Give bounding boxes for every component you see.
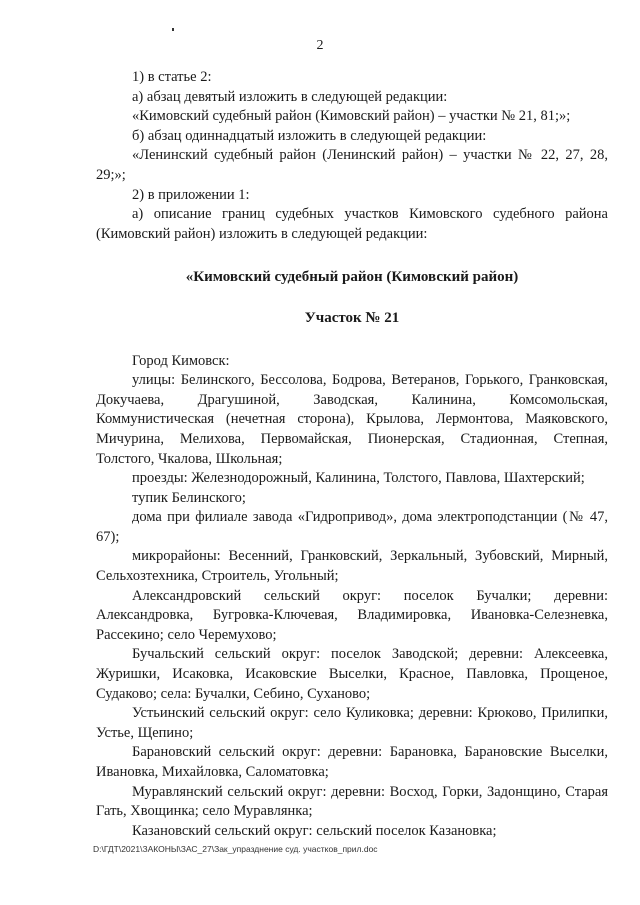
paragraph: Барановский сельский округ: деревни: Барановка, Барановские Выселки, Ивановка, Михайловка, Саломатовка; — [96, 744, 608, 780]
paragraph: микрорайоны: Весенний, Гранковский, Зеркальный, Зубовский, Мирный, Сельхозтехника, Строитель, Угольный; — [96, 548, 608, 585]
paragraph: «Ленинский судебный район (Ленинский район) – участки № 22, 27, 28, 29;»; — [96, 147, 608, 183]
paragraph: тупик Белинского; — [132, 489, 246, 506]
paragraph: Казановский сельский округ: сельский поселок Казановка; — [132, 822, 497, 839]
paragraph: улицы: Белинского, Бессолова, Бодрова, Ветеранов, Горького, Гранковская, Докучаева, Драгушиной, Заводская, Калинина, Комсомольская, Коммунистическая (нечетная сторона), Крылова, Лермонтова, Маяковского, Мичурина, Мелихова, Первомайская, Пионерская, Стадионная, Степная, Толстого, Чкалова, Школьная; — [96, 372, 608, 467]
page-number: 2 — [316, 38, 324, 53]
paragraph: б) абзац одиннадцатый изложить в следующей редакции: — [132, 127, 487, 144]
paragraph: «Кимовский судебный район (Кимовский район) – участки № 21, 81;»; — [132, 108, 571, 125]
paragraph: Муравлянский сельский округ: деревни: Восход, Горки, Задонщино, Старая Гать, Хвощинка; село Муравлянка; — [96, 783, 608, 820]
paragraph: проезды: Железнодорожный, Калинина, Толстого, Павлова, Шахтерский; — [132, 470, 585, 487]
paragraph: Устьинский сельский округ: село Куликовка; деревни: Крюково, Прилипки, Устье, Щепино; — [96, 705, 608, 741]
paragraph: 2) в приложении 1: — [132, 186, 250, 203]
paragraph: Город Кимовск: — [132, 352, 230, 369]
paragraph: а) описание границ судебных участков Кимовского судебного района (Кимовский район) изложить в следующей редакции: — [96, 206, 608, 242]
paragraph: Александровский сельский округ: поселок Бучалки; деревни: Александровка, Бугровка-Ключевая, Владимировка, Ивановка-Селезневка, Рассекино; село Черемухово; — [96, 587, 608, 643]
footer-file-path: D:\ГДТ\2021\ЗАКОНЫ\ЗАС_27\Зак_упразднение суд. участков_прил.doc — [93, 844, 378, 854]
paragraph: Бучальский сельский округ: поселок Заводской; деревни: Алексеевка, Журишки, Исаковка, Исаковские Выселки, Красное, Павловка, Прощеное, Судаково; села: Бучалки, Себино, Суханово; — [96, 646, 608, 702]
paragraph: 1) в статье 2: — [132, 69, 212, 85]
paragraph: дома при филиале завода «Гидропривод», дома электроподстанции (№ 47, 67); — [96, 509, 608, 545]
district-heading: «Кимовский судебный район (Кимовский район) — [185, 269, 519, 286]
paragraph: а) абзац девятый изложить в следующей редакции: — [132, 88, 448, 105]
scan-speck — [172, 28, 174, 31]
section-heading: Участок № 21 — [304, 309, 400, 326]
document-body — [96, 68, 608, 841]
